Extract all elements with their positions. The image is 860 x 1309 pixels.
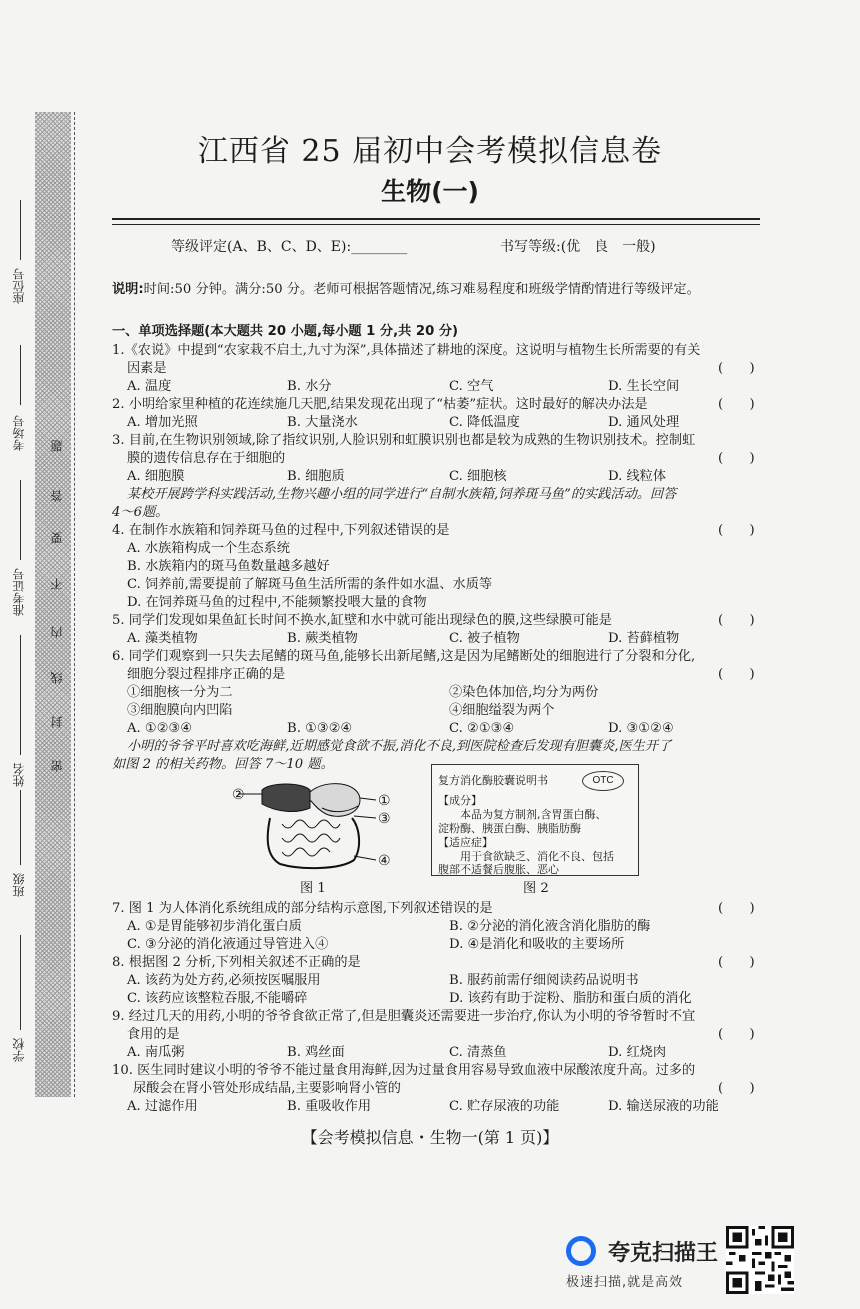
- answer-option: A. 增加光照: [127, 415, 198, 430]
- answer-option: C. 空气: [449, 379, 494, 394]
- answer-option: D. 线粒体: [608, 469, 667, 484]
- class-underline: [20, 790, 21, 865]
- page-subtitle: 生物(一): [381, 177, 479, 206]
- question-line: 7. 图 1 为人体消化系统组成的部分结构示意图,下列叙述错误的是: [112, 901, 493, 916]
- exam-id-label: 准考证号: [12, 568, 26, 616]
- seal-char: 密: [50, 760, 64, 772]
- drug-box-line: 【成分】: [438, 794, 482, 807]
- school-label: 学校: [12, 1038, 26, 1062]
- answer-option: C. 清蒸鱼: [449, 1045, 507, 1060]
- name-underline: [20, 635, 21, 755]
- question-line: 2. 小明给家里种植的花连续施几天肥,结果发现花出现了“枯萎”症状。这时最好的解决办法是: [112, 397, 648, 412]
- answer-paren: ( ): [718, 1081, 755, 1096]
- answer-option: B. ②分泌的消化液含消化脂肪的酶: [449, 919, 651, 934]
- answer-option: A. ①②③④: [127, 721, 193, 736]
- question-line: C. 饲养前,需要提前了解斑马鱼生活所需的条件如水温、水质等: [127, 577, 493, 592]
- room-no-label: 考场号: [12, 415, 26, 451]
- writing-grade: 书写等级:(优 良 一般): [500, 239, 656, 255]
- answer-option: B. 服药前需仔细阅读药品说明书: [449, 973, 639, 988]
- seal-char: 线: [50, 672, 64, 684]
- question-line: 8. 根据图 2 分析,下列相关叙述不正确的是: [112, 955, 361, 970]
- fig1-caption: 图 1: [300, 881, 326, 896]
- answer-option: C. 该药应该整粒吞服,不能嚼碎: [127, 991, 308, 1006]
- answer-option: B. 水分: [287, 379, 332, 394]
- answer-option: A. 过滤作用: [127, 1099, 198, 1114]
- question-line: 如图 2 的相关药物。回答 7～10 题。: [112, 757, 334, 772]
- answer-option: A. 该药为处方药,必须按医嘱服用: [127, 973, 321, 988]
- answer-option: D. 苔藓植物: [608, 631, 680, 646]
- answer-option: D. 该药有助于淀粉、脂肪和蛋白质的消化: [449, 991, 692, 1006]
- answer-option: C. 贮存尿液的功能: [449, 1099, 560, 1114]
- answer-option: C. 被子植物: [449, 631, 520, 646]
- question-line: B. 水族箱内的斑马鱼数量越多越好: [127, 559, 330, 574]
- seal-char: 答: [50, 490, 64, 502]
- seal-char: 内: [50, 626, 64, 638]
- question-line: 4～6题。: [112, 505, 169, 520]
- drug-box-line: 淀粉酶、胰蛋白酶、胰脂肪酶: [438, 822, 581, 835]
- binding-dashed-line: [74, 112, 75, 1097]
- binding-strip-hatch: [35, 112, 71, 1097]
- seat-no-label: 座位号: [12, 268, 26, 304]
- question-line: 食用的是: [127, 1027, 180, 1042]
- seal-char: 题: [50, 440, 64, 452]
- answer-option: B. 蕨类植物: [287, 631, 358, 646]
- section-heading: 一、单项选择题(本大题共 20 小题,每小题 1 分,共 20 分): [112, 324, 459, 339]
- class-label: 班级: [12, 873, 26, 897]
- answer-paren: ( ): [718, 523, 755, 538]
- drug-box-title: 复方消化酶胶囊说明书: [438, 774, 548, 787]
- page-footer: 【会考模拟信息・生物一(第 1 页)】: [301, 1128, 559, 1147]
- answer-option: ④细胞缢裂为两个: [449, 703, 555, 718]
- liver-shape: [262, 784, 310, 811]
- answer-option: C. 降低温度: [449, 415, 520, 430]
- question-line: 小明的爷爷平时喜欢吃海鲜,近期感觉食欲不振,消化不良,到医院检查后发现有胆囊炎,医生开了: [127, 739, 672, 754]
- question-line: A. 水族箱构成一个生态系统: [127, 541, 290, 556]
- fig2-caption: 图 2: [523, 881, 549, 896]
- school-underline: [20, 935, 21, 1030]
- question-line: 因素是: [127, 361, 167, 376]
- drug-box-line: 本品为复方制剂,含胃蛋白酶、: [438, 808, 607, 821]
- drug-box-line: 腹部不适餐后腹胀、恶心: [438, 863, 559, 876]
- seat-no-underline: [20, 200, 21, 260]
- answer-option: B. 细胞质: [287, 469, 345, 484]
- answer-option: D. 生长空间: [608, 379, 680, 394]
- figure2-drug-box: [431, 764, 639, 876]
- answer-option: A. 南瓜粥: [127, 1045, 185, 1060]
- question-line: 3. 目前,在生物识别领域,除了指纹识别,人脸识别和虹膜识别也都是较为成熟的生物识别技术。控制虹: [112, 433, 696, 448]
- answer-paren: ( ): [718, 1027, 755, 1042]
- grade-eval: 等级评定(A、B、C、D、E):________: [171, 239, 408, 255]
- answer-paren: ( ): [718, 361, 755, 376]
- page-title: 江西省 25 届初中会考模拟信息卷: [197, 134, 663, 169]
- seal-char: 要: [50, 532, 64, 544]
- question-line: 膜的遗传信息存在于细胞的: [127, 451, 286, 466]
- fig1-label-4: ④: [378, 853, 391, 869]
- answer-paren: ( ): [718, 667, 755, 682]
- scanner-logo-icon: [566, 1236, 596, 1266]
- answer-option: C. ③分泌的消化液通过导管进入④: [127, 937, 329, 952]
- question-line: 1.《农说》中提到“农家栽不启土,九寸为深”,具体描述了耕地的深度。这说明与植物生长所需要的有关: [112, 343, 701, 358]
- drug-box-line: 【适应症】: [438, 836, 493, 849]
- answer-option: ③细胞膜向内凹陷: [127, 703, 233, 718]
- fig1-label-2: ②: [232, 787, 245, 803]
- note-text: 时间:50 分钟。满分:50 分。老师可根据答题情况,练习难易程度和班级学情酌情进行等级评定。: [143, 282, 700, 297]
- answer-option: ②染色体加倍,均分为两份: [449, 685, 599, 700]
- question-line: 10. 医生同时建议小明的爷爷不能过量食用海鲜,因为过量食用容易导致血液中尿酸浓度升高。过多的: [112, 1063, 696, 1078]
- answer-option: C. 细胞核: [449, 469, 507, 484]
- drug-box-line: 用于食欲缺乏、消化不良、包括: [438, 850, 614, 863]
- title-rule-thin: [112, 224, 760, 225]
- fig1-label-3: ③: [378, 811, 391, 827]
- answer-option: A. 藻类植物: [127, 631, 198, 646]
- answer-paren: ( ): [718, 613, 755, 628]
- answer-option: D. ④是消化和吸收的主要场所: [449, 937, 625, 952]
- answer-paren: ( ): [718, 955, 755, 970]
- otc-badge: OTC: [582, 771, 624, 791]
- answer-option: B. ①③②④: [287, 721, 353, 736]
- answer-option: B. 大量浇水: [287, 415, 358, 430]
- answer-option: A. 细胞膜: [127, 469, 185, 484]
- question-line: D. 在饲养斑马鱼的过程中,不能频繁投喂大量的食物: [127, 595, 427, 610]
- answer-option: D. ③①②④: [608, 721, 674, 736]
- seal-char: 不: [50, 578, 64, 590]
- answer-option: B. 鸡丝面: [287, 1045, 345, 1060]
- question-line: 5. 同学们发现如果鱼缸长时间不换水,缸壁和水中就可能出现绿色的膜,这些绿膜可能是: [112, 613, 612, 628]
- answer-option: B. 重吸收作用: [287, 1099, 372, 1114]
- answer-paren: ( ): [718, 901, 755, 916]
- question-line: 某校开展跨学科实践活动,生物兴趣小组的同学进行“自制水族箱,饲养斑马鱼”的实践活动。回答: [127, 487, 677, 502]
- question-line: 6. 同学们观察到一只失去尾鳍的斑马鱼,能够长出新尾鳍,这是因为尾鳍断处的细胞进行了分裂和分化,: [112, 649, 696, 664]
- answer-paren: ( ): [718, 397, 755, 412]
- answer-option: A. 温度: [127, 379, 172, 394]
- answer-option: D. 通风处理: [608, 415, 680, 430]
- answer-option: D. 红烧肉: [608, 1045, 667, 1060]
- question-line: 4. 在制作水族箱和饲养斑马鱼的过程中,下列叙述错误的是: [112, 523, 450, 538]
- question-line: 尿酸会在肾小管处形成结晶,主要影响肾小管的: [133, 1081, 401, 1096]
- question-line: 9. 经过几天的用药,小明的爷爷食欲正常了,但是胆囊炎还需要进一步治疗,你认为小明的爷爷暂时不宜: [112, 1009, 696, 1024]
- answer-option: C. ②①③④: [449, 721, 515, 736]
- fig1-label-1: ①: [378, 793, 391, 809]
- note-label: 说明:: [112, 282, 144, 297]
- scanner-brand: 夸克扫描王: [608, 1241, 719, 1266]
- scanner-slogan: 极速扫描,就是高效: [566, 1275, 684, 1290]
- exam-id-underline: [20, 480, 21, 560]
- answer-option: A. ①是胃能够初步消化蛋白质: [127, 919, 302, 934]
- answer-option: ①细胞核一分为二: [127, 685, 233, 700]
- question-line: 细胞分裂过程排序正确的是: [127, 667, 286, 682]
- answer-paren: ( ): [718, 451, 755, 466]
- seal-char: 封: [50, 716, 64, 728]
- title-rule: [112, 218, 760, 220]
- room-no-underline: [20, 345, 21, 405]
- qr-code-icon: [726, 1226, 794, 1294]
- answer-option: D. 输送尿液的功能: [608, 1099, 719, 1114]
- name-label: 姓名: [12, 763, 26, 787]
